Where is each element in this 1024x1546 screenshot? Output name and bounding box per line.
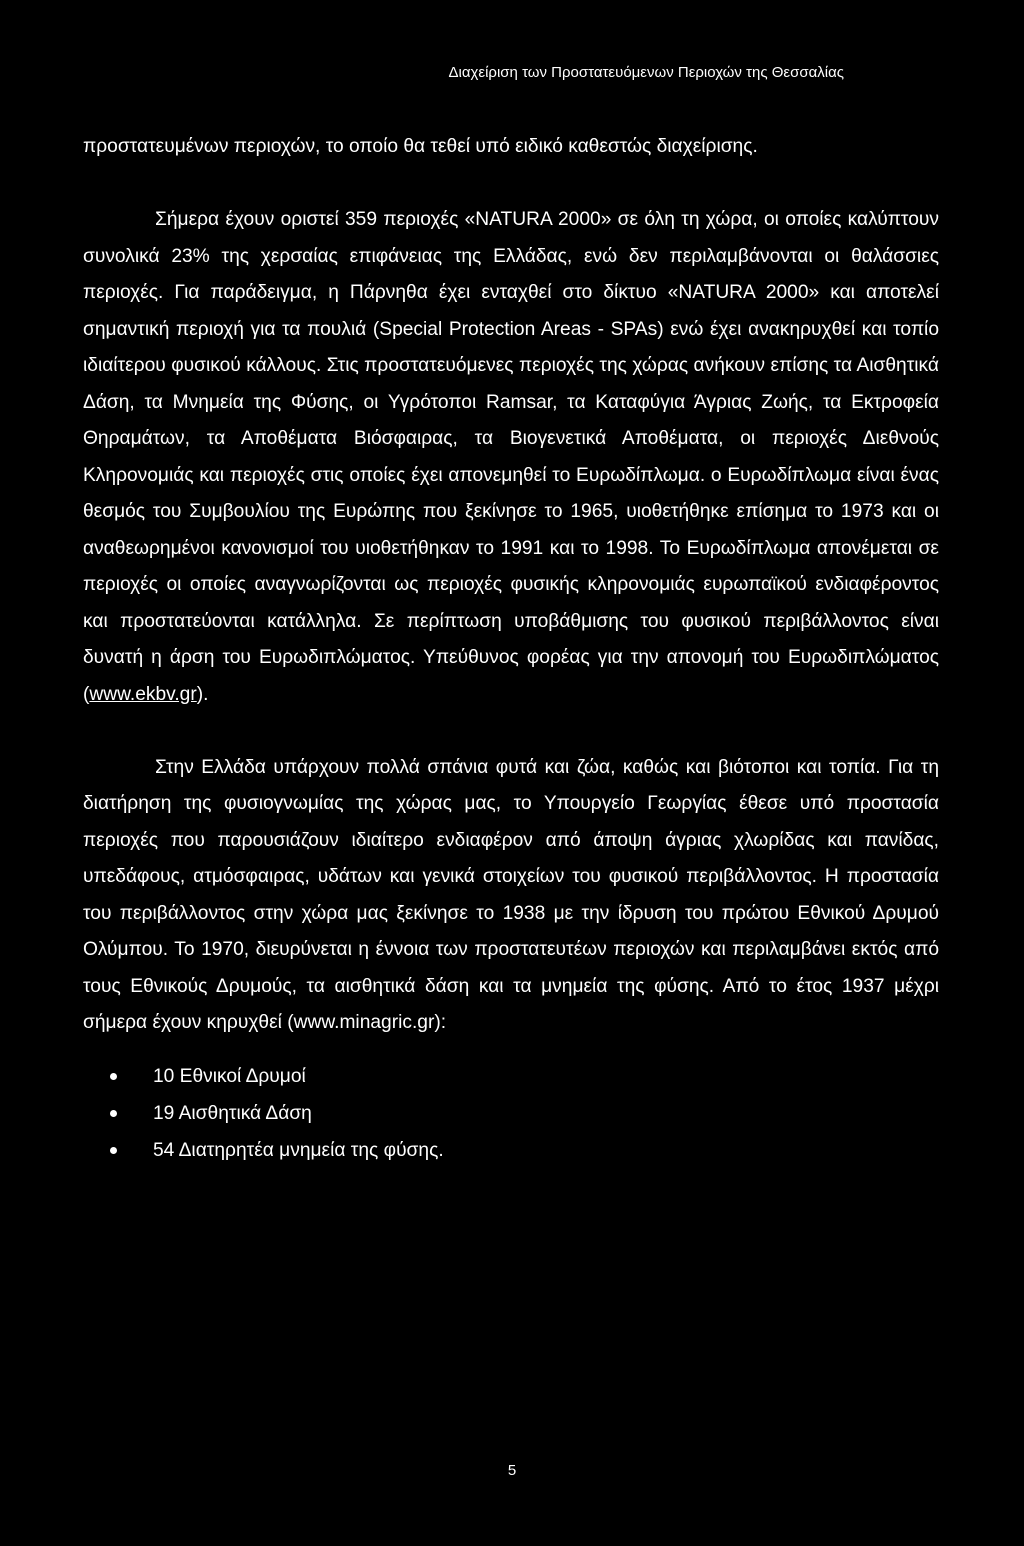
paragraph-natura	[83, 202, 939, 713]
body-text	[83, 129, 939, 1169]
list-item: 54 Διατηρητέα μνημεία της φύσης.	[83, 1132, 939, 1169]
running-header: Διαχείριση των Προστατευόμενων Περιοχών της Θεσσαλίας	[448, 64, 844, 81]
paragraph-greece-protection: Στην Ελλάδα υπάρχουν πολλά σπάνια φυτά και ζώα, καθώς και βιότοποι και τοπία. Για τη διατήρηση της φυσιογνωμίας της χώρας μας, το Υπουργείο Γεωργίας έθεσε υπό προστασία περιοχές που παρουσιάζουν ιδιαίτερο ενδιαφέρον από άποψη άγριας χλωρίδας και πανίδας, υπεδάφους, ατμόσφαιρας, υδάτων και γενικά στοιχείων του φυσικού περιβάλλοντος. Η προστασία του περιβάλλοντος στην χώρα μας ξεκίνησε το 1938 με την ίδρυση του πρώτου Εθνικού Δρυμού Ολύμπου. Το 1970, διευρύνεται η έννοια των προστατευτέων περιοχών και περιλαμβάνει εκτός από τους Εθνικούς Δρυμούς, τα αισθητικά δάση και τα μνημεία της φύσης. Από το έτος 1937 μέχρι σήμερα έχουν κηρυχθεί (www.minagric.gr):	[83, 756, 939, 1033]
paragraph-natura-end: ).	[196, 683, 209, 705]
list-item: 10 Εθνικοί Δρυμοί	[83, 1058, 939, 1095]
ekbv-link[interactable]: www.ekbv.gr	[89, 683, 197, 705]
protected-areas-list	[83, 1058, 939, 1169]
paragraph-natura-text: Σήμερα έχουν οριστεί 359 περιοχές «NATURA 2000» σε όλη τη χώρα, οι οποίες καλύπτουν συνολικά 23% της χερσαίας επιφάνειας της Ελλάδας, ενώ δεν περιλαμβάνονται οι θαλάσσιες περιοχές. Για παράδειγμα, η Πάρνηθα έχει ενταχθεί στο δίκτυο «NATURA 2000» και αποτελεί σημαντική περιοχή για τα πουλιά (Special Protection Areas - SPAs) ενώ έχει ανακηρυχθεί και τοπίο ιδιαίτερου φυσικού κάλλους. Στις προστατευόμενες περιοχές της χώρας ανήκουν επίσης τα Αισθητικά Δάση, τα Μνημεία της Φύσης, οι Υγρότοποι Ramsar, τα Καταφύγια Άγριας Ζωής, τα Εκτροφεία Θηραμάτων, τα Αποθέματα Βιόσφαιρας, τα Βιογενετικά Αποθέματα, οι περιοχές Διεθνούς Κληρονομιάς και περιοχές στις οποίες έχει απονεμηθεί το Ευρωδίπλωμα. ο Ευρωδίπλωμα είναι ένας θεσμός του Συμβουλίου της Ευρώπης που ξεκίνησε το 1965, υιοθετήθηκε επίσημα το 1973 και οι αναθεωρημένοι κανονισμοί του υιοθετήθηκαν το 1991 και το 1998. Το Ευρωδίπλωμα απονέμεται σε περιοχές οι οποίες αναγνωρίζονται ως περιοχές φυσικής κληρονομιάς ευρωπαϊκού ενδιαφέροντος και προστατεύονται κατάλληλα. Σε περίπτωση υποβάθμισης του φυσικού περιβάλλοντος είναι δυνατή η άρση του Ευρωδιπλώματος. Υπεύθυνος φορέας για την απονομή του Ευρωδιπλώματος (	[83, 209, 939, 705]
page-number: 5	[507, 1462, 517, 1479]
paragraph-continuation: προστατευμένων περιοχών, το οποίο θα τεθεί υπό ειδικό καθεστώς διαχείρισης.	[83, 136, 758, 157]
list-item: 19 Αισθητικά Δάση	[83, 1095, 939, 1132]
